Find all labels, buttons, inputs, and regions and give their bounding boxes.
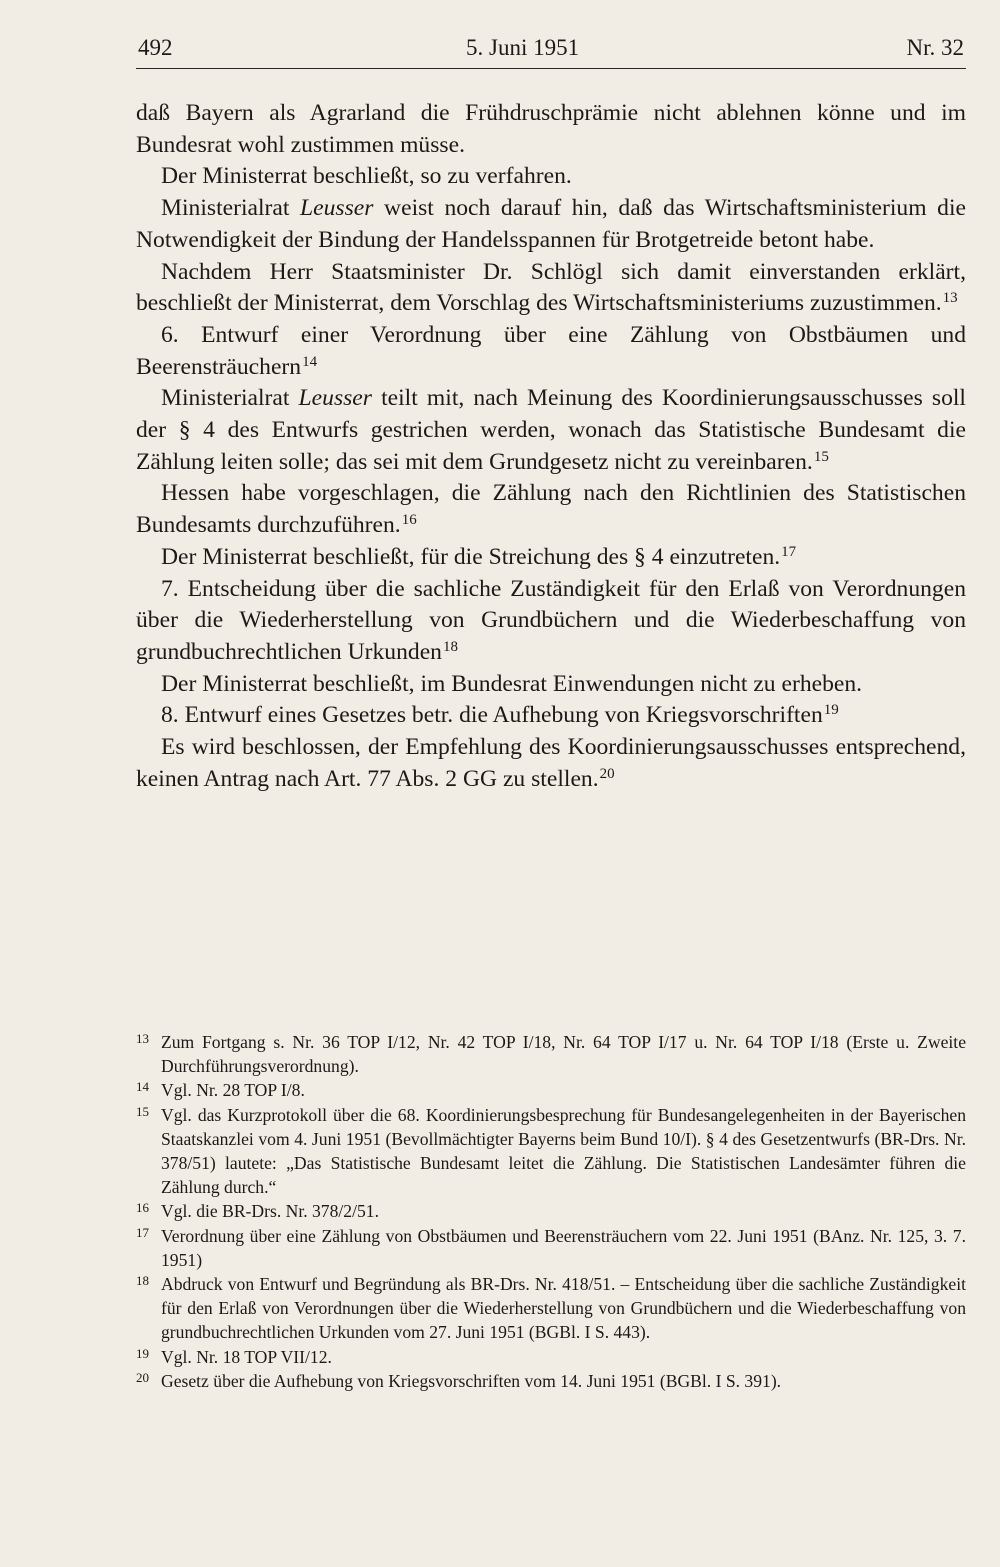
- paragraph-text: 6. Entwurf einer Verordnung über eine Zählung von Obstbäumen und Beerensträuchern: [136, 321, 966, 380]
- paragraph-text: daß Bayern als Agrarland die Frühdruschprämie nicht ablehnen könne und im Bundesrat wohl zustimmen müsse.: [136, 100, 966, 158]
- footnote-number: 19: [136, 1345, 149, 1361]
- footnote: [136, 1345, 966, 1369]
- header-date: 5. Juni 1951: [466, 35, 580, 60]
- paragraph: [136, 542, 966, 574]
- paragraph-text: weist noch darauf hin, daß das Wirtschaftsministerium die Notwendigkeit der Bindung der Handelsspannen für Brotgetreide betont habe.: [136, 195, 966, 253]
- paragraph: [136, 478, 966, 541]
- footnote-reference[interactable]: 15: [813, 448, 829, 465]
- paragraph: [136, 700, 966, 732]
- footnote-number: 13: [136, 1031, 149, 1046]
- footnote-number: 14: [136, 1079, 149, 1095]
- paragraph-text: Es wird beschlossen, der Empfehlung des Koordinierungsausschusses entsprechend, keinen Antrag nach Art. 77 Abs. 2 GG zu stellen.: [136, 734, 966, 792]
- main-text: [136, 98, 966, 795]
- footnote-reference[interactable]: 19: [823, 702, 839, 719]
- paragraph: [136, 732, 966, 795]
- footnote: [136, 1272, 966, 1345]
- footnote-text: Gesetz über die Aufhebung von Kriegsvorschriften vom 14. Juni 1951 (BGBl. I S. 391).: [161, 1370, 782, 1391]
- footnote: [136, 1078, 966, 1102]
- paragraph: [136, 98, 966, 161]
- paragraph: [136, 161, 966, 193]
- footnote-text: Vgl. Nr. 18 TOP VII/12.: [161, 1346, 332, 1367]
- footnote: [136, 1369, 966, 1393]
- paragraph-text: Nachdem Herr Staatsminister Dr. Schlögl sich damit einverstanden erklärt, beschließt der Ministerrat, dem Vorschlag des Wirtschaftsministeriums zuzustimmen.: [136, 258, 966, 317]
- paragraph: [136, 257, 966, 320]
- footnote-text: Vgl. das Kurzprotokoll über die 68. Koordinierungsbesprechung für Bundesangelegenheiten in der Bayerischen Staatskanzlei vom 4. Juni 1951 (Bevollmächtigter Bayerns beim Bund 10/I). § 4 des Gesetzentwurfs (BR-Drs. Nr. 378/51) lautete: „Das Statistische Bundesamt leitet die Zählung. Die Statistischen Landesämter führen die Zählung durch.“: [161, 1104, 966, 1198]
- footnote: [136, 1030, 966, 1078]
- paragraph: [136, 320, 966, 383]
- paragraph-text: Der Ministerrat beschließt, für die Streichung des § 4 einzutreten.: [161, 543, 781, 570]
- paragraph-lead: Ministerialrat: [161, 195, 301, 222]
- paragraph-text: teilt mit, nach Meinung des Koordinierungsausschusses soll der § 4 des Entwurfs gestrichen werden, wonach das Statistische Bundesamt die Zählung leiten solle; das sei mit dem Grundgesetz nicht zu vereinbaren.: [136, 385, 966, 475]
- footnote: [136, 1103, 966, 1200]
- footnote-text: Zum Fortgang s. Nr. 36 TOP I/12, Nr. 42 TOP I/18, Nr. 64 TOP I/17 u. Nr. 64 TOP I/18 (Erste u. Zweite Durchführungsverordnung).: [161, 1032, 966, 1077]
- running-header: [136, 32, 966, 69]
- page-number: 492: [138, 35, 173, 60]
- footnote: [136, 1199, 966, 1223]
- footnote-number: 18: [136, 1273, 149, 1289]
- footnote-reference[interactable]: 16: [401, 512, 417, 529]
- footnote-text: Verordnung über eine Zählung von Obstbäumen und Beerensträuchern vom 22. Juni 1951 (BAnz. Nr. 125, 3. 7. 1951): [161, 1225, 966, 1270]
- paragraph-text: 8. Entwurf eines Gesetzes betr. die Aufhebung von Kriegsvorschriften: [161, 702, 823, 729]
- footnotes: [136, 1030, 966, 1393]
- footnote-text: Vgl. Nr. 28 TOP I/8.: [161, 1080, 305, 1101]
- footnote-number: 15: [136, 1103, 149, 1119]
- paragraph-text: 7. Entscheidung über die sachliche Zuständigkeit für den Erlaß von Verordnungen über die Wiederherstellung von Grundbüchern und die Wiederbeschaffung von grundbuchrechtlichen Urkunden: [136, 575, 966, 665]
- footnote-reference[interactable]: 13: [942, 290, 958, 307]
- paragraph-lead: Ministerialrat: [161, 385, 299, 412]
- paragraph-text: Hessen habe vorgeschlagen, die Zählung nach den Richtlinien des Statistischen Bundesamts durchzuführen.: [136, 480, 966, 539]
- paragraph-text: Der Ministerrat beschließt, im Bundesrat Einwendungen nicht zu erheben.: [161, 670, 863, 697]
- footnote-reference[interactable]: 14: [302, 353, 318, 370]
- footnote-text: Vgl. die BR-Drs. Nr. 378/2/51.: [161, 1201, 379, 1222]
- paragraph: [136, 574, 966, 669]
- footnote-number: 17: [136, 1224, 149, 1240]
- footnote-reference[interactable]: 18: [442, 638, 458, 655]
- paragraph: [136, 193, 966, 256]
- speaker-name: Leusser: [300, 195, 374, 222]
- paragraph: [136, 669, 966, 701]
- footnote-number: 16: [136, 1200, 149, 1216]
- footnote-text: Abdruck von Entwurf und Begründung als BR-Drs. Nr. 418/51. – Entscheidung über die sachliche Zuständigkeit für den Erlaß von Verordnungen über die Wiederherstellung von Grundbüchern und die Wiederbeschaffung von grundbuchrechtlichen Urkunden vom 27. Juni 1951 (BGBl. I S. 443).: [161, 1274, 966, 1343]
- footnote-reference[interactable]: 17: [781, 543, 797, 560]
- paragraph: [136, 383, 966, 478]
- footnote: [136, 1224, 966, 1272]
- footnote-number: 20: [136, 1369, 149, 1385]
- issue-number: Nr. 32: [906, 35, 964, 60]
- speaker-name: Leusser: [298, 385, 372, 412]
- footnote-reference[interactable]: 20: [599, 765, 615, 782]
- paragraph-text: Der Ministerrat beschließt, so zu verfahren.: [161, 163, 572, 190]
